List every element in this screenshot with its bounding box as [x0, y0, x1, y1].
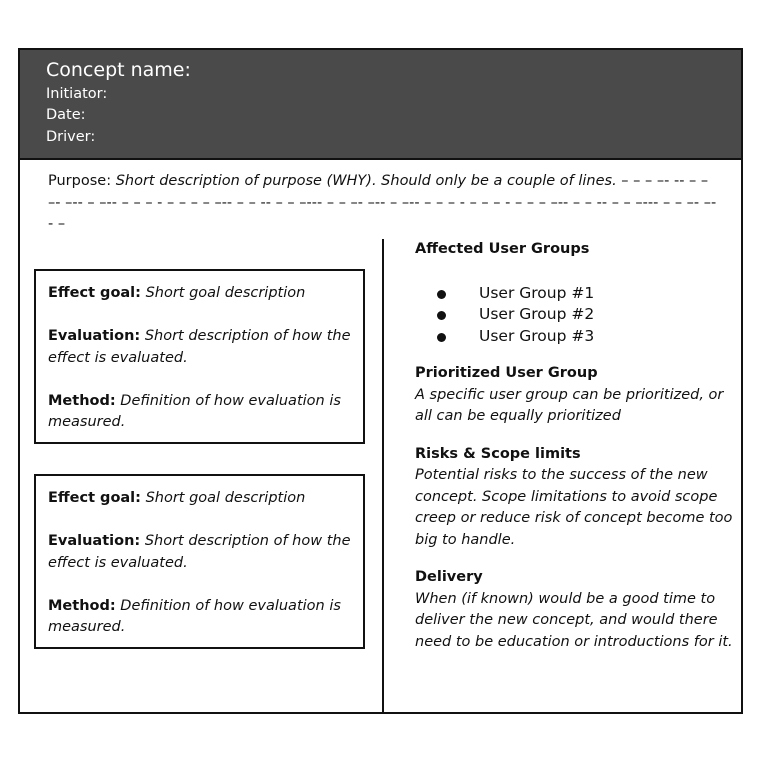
purpose-filler-lines: – – – –- -- – – –- –-- – –-- – – – - – – – – –-- – – -- – – –--- – – –- –-- – –-- – – – - – – – - – – – –-- – – -- – – –--- – – –- –-- – — [48, 173, 717, 232]
evaluation-text: Short description of how the effect is evaluated. — [48, 533, 351, 571]
list-item — [415, 283, 737, 305]
effect-goal-box-1 — [34, 269, 365, 444]
effect-goal-line — [48, 488, 353, 510]
prioritized-user-group-title: Prioritized User Group — [415, 365, 598, 381]
purpose-block — [48, 171, 720, 236]
risks-title: Risks & Scope limits — [415, 445, 581, 462]
list-item — [415, 304, 737, 326]
bullet-icon — [437, 333, 446, 342]
risks-text: Potential risks to the success of the new concept. Scope limitations to avoid scope creep or reduce risk of concept become too big to handle. — [415, 467, 733, 548]
effect-goal-box-2 — [34, 474, 365, 649]
effect-goal-text: Short goal description — [145, 490, 306, 506]
user-group-label: User Group #3 — [479, 326, 595, 345]
column-divider — [382, 239, 384, 714]
header-bar — [20, 50, 741, 160]
method-label: Method: — [48, 597, 116, 614]
evaluation-line — [48, 531, 353, 574]
evaluation-text: Short description of how the effect is evaluated. — [48, 328, 351, 366]
evaluation-line — [48, 326, 353, 369]
date-label: Date: — [46, 107, 86, 123]
delivery-title: Delivery — [415, 569, 483, 585]
bullet-icon — [437, 290, 446, 299]
right-column — [415, 239, 737, 653]
list-item — [415, 326, 737, 348]
user-group-label: User Group #2 — [479, 305, 595, 323]
delivery-text: When (if known) would be a good time to deliver the new concept, and would there need to be education or introductions for it. — [415, 590, 733, 650]
risks-section — [415, 444, 737, 552]
effect-goal-label: Effect goal: — [48, 490, 141, 506]
method-line — [48, 391, 353, 434]
user-group-label: User Group #1 — [479, 283, 595, 302]
evaluation-label: Evaluation: — [48, 328, 141, 344]
effect-goal-line — [48, 283, 353, 305]
method-text: Definition of how evaluation is measured. — [48, 597, 341, 635]
bullet-icon — [437, 311, 446, 320]
delivery-section — [415, 567, 737, 653]
method-text: Definition of how evaluation is measured. — [48, 392, 341, 430]
purpose-text: Short description of purpose (WHY). Should only be a couple of lines. — [115, 173, 617, 189]
driver-label: Driver: — [46, 129, 96, 145]
concept-card — [18, 48, 743, 714]
purpose-label: Purpose: — [48, 173, 116, 189]
concept-name-label: Concept name: — [46, 59, 191, 81]
method-line — [48, 596, 353, 639]
prioritized-user-group-text: A specific user group can be prioritized, or all can be equally prioritized — [415, 386, 724, 424]
initiator-label: Initiator: — [46, 86, 108, 102]
user-group-list — [415, 283, 737, 348]
method-label: Method: — [48, 392, 116, 409]
prioritized-user-group-section — [415, 363, 737, 428]
effect-goal-label: Effect goal: — [48, 285, 141, 301]
evaluation-label: Evaluation: — [48, 533, 141, 549]
affected-user-groups-title: Affected User Groups — [415, 241, 590, 257]
effect-goal-text: Short goal description — [145, 285, 306, 301]
